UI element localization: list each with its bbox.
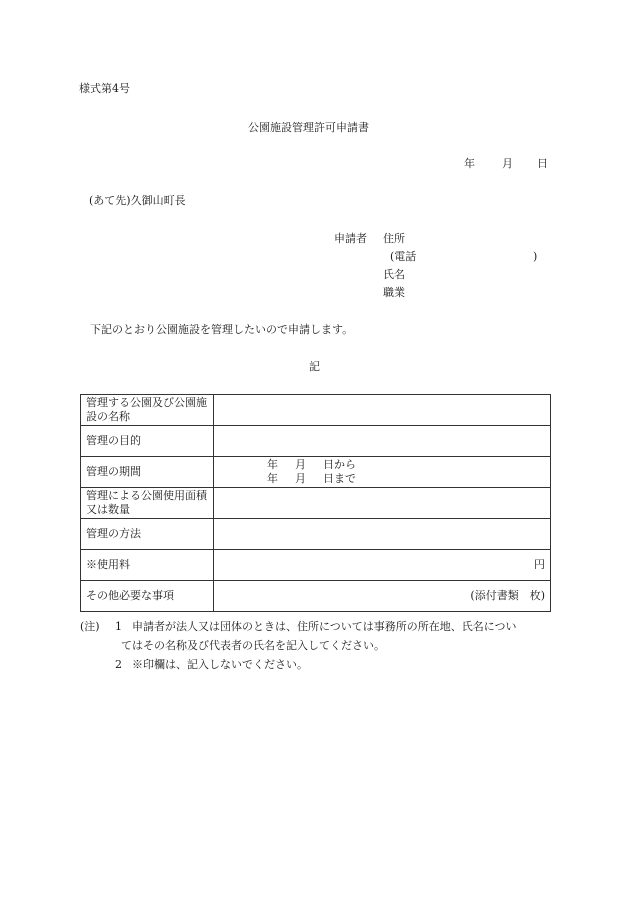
table-row: [81, 550, 551, 581]
date-month-label: 月: [502, 157, 513, 170]
applicant-occupation-label: 職業: [383, 286, 405, 299]
area-label: 管理による公園使用面積又は数量: [81, 488, 214, 519]
applicant-address-label: 住所: [383, 232, 405, 245]
applicant-name-label: 氏名: [383, 268, 405, 281]
document-title: 公園施設管理許可申請書: [248, 121, 369, 134]
period-to-suffix: 日まで: [323, 472, 356, 485]
period-from-year: 年: [267, 458, 278, 471]
period-field[interactable]: [214, 457, 551, 488]
park-facility-name-field[interactable]: [214, 395, 551, 426]
period-to-line: [219, 472, 545, 486]
table-row: [81, 488, 551, 519]
table-row: [81, 519, 551, 550]
attachment-count: (添付書類 枚): [470, 589, 545, 602]
other-label: その他必要な事項: [81, 581, 214, 612]
park-facility-name-label: 管理する公園及び公園施設の名称: [81, 395, 214, 426]
note-1-line-2: てはその名称及び代表者の氏名を記入してください。: [121, 639, 385, 652]
applicant-phone-label: (電話: [390, 250, 417, 263]
date-day-label: 日: [537, 157, 548, 170]
applicant-label: 申請者: [334, 232, 367, 245]
method-field[interactable]: [214, 519, 551, 550]
purpose-label: 管理の目的: [81, 426, 214, 457]
date-year-label: 年: [464, 157, 475, 170]
table-row: [81, 426, 551, 457]
period-to-year: 年: [267, 472, 278, 485]
period-from-suffix: 日から: [323, 458, 356, 471]
note-2-text: ※印欄は、記入しないでください。: [132, 658, 308, 671]
form-number: 様式第4号: [79, 82, 130, 95]
period-from-month: 月: [295, 458, 306, 471]
other-field[interactable]: [214, 581, 551, 612]
fee-field[interactable]: [214, 550, 551, 581]
area-field[interactable]: [214, 488, 551, 519]
period-to-month: 月: [295, 472, 306, 485]
fee-label: ※使用料: [81, 550, 214, 581]
table-row: [81, 581, 551, 612]
note-2-number: 2: [115, 658, 122, 671]
application-table: [80, 394, 551, 612]
purpose-field[interactable]: [214, 426, 551, 457]
note-1-number: 1: [115, 620, 122, 633]
ki-heading: 記: [309, 360, 320, 373]
table-row: [81, 395, 551, 426]
intro-text: 下記のとおり公園施設を管理したいので申請します。: [90, 323, 354, 336]
period-label: 管理の期間: [81, 457, 214, 488]
fee-unit: 円: [534, 558, 545, 571]
method-label: 管理の方法: [81, 519, 214, 550]
period-from-line: [219, 458, 545, 472]
note-1-line-1: 申請者が法人又は団体のときは、住所については事務所の所在地、氏名につい: [132, 620, 517, 633]
applicant-phone-close: ): [533, 250, 538, 263]
table-row: [81, 457, 551, 488]
notes-label: (注): [80, 620, 100, 633]
addressee: (あて先)久御山町長: [89, 194, 186, 207]
